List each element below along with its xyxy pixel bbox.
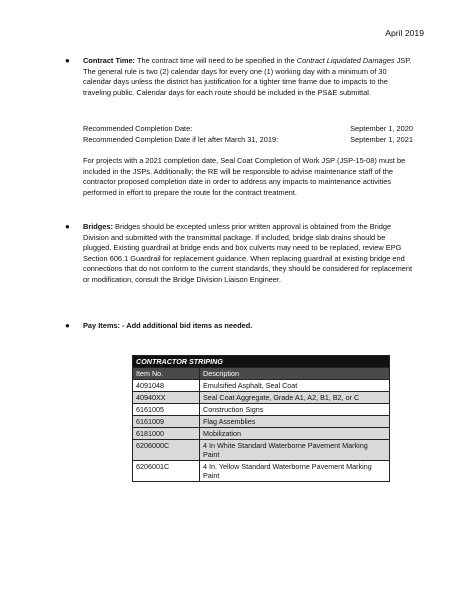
contract-time-text1: The contract time will need to be specified in the (135, 56, 297, 65)
pay-items-paragraph (83, 321, 413, 332)
table-row (133, 461, 390, 482)
item-number: 6161005 (133, 404, 200, 416)
item-number: 6181000 (133, 428, 200, 440)
table-header-row (133, 368, 390, 380)
item-description: 4 In. Yellow Standard Waterborne Pavement Marking Paint (200, 461, 390, 482)
bridges-heading: Bridges: (83, 222, 113, 231)
item-description: Emulsified Asphalt, Seal Coat (200, 380, 390, 392)
rec-date-late-value: September 1, 2021 (350, 134, 413, 144)
item-number: 6206000C (133, 440, 200, 461)
pay-items-heading: Pay Items: - Add additional bid items as needed. (83, 321, 253, 330)
table-row (133, 428, 390, 440)
item-description: Seal Coat Aggregate, Grade A1, A2, B1, B2, or C (200, 392, 390, 404)
item-description: Construction Signs (200, 404, 390, 416)
col-desc-header: Description (200, 368, 390, 380)
item-description: Flag Assemblies (200, 416, 390, 428)
table-row (133, 404, 390, 416)
contract-time-paragraph (83, 56, 413, 98)
recommended-dates (83, 124, 413, 145)
item-description: Mobilization (200, 428, 390, 440)
bridges-paragraph (83, 222, 413, 286)
bullet-bridges: ● (65, 222, 70, 231)
table-row (133, 392, 390, 404)
contract-time-jsp-name: Contract Liquidated Damages (296, 56, 395, 65)
item-number: 6206001C (133, 461, 200, 482)
contract-time-note: For projects with a 2021 completion date, Seal Coat Completion of Work JSP (JSP-15-08) must be included in the JSPs. Additionally; the RE will be responsible to advise maintenance staff of the contractor proposed completion date in order to address any impacts to maintenance activities performed in effort to prepare the route for the contract treatment. (83, 156, 406, 197)
header-date: April 2019 (385, 28, 424, 38)
item-number: 4091048 (133, 380, 200, 392)
rec-date-value: September 1, 2020 (350, 124, 413, 133)
rec-date-row (83, 124, 413, 135)
rec-date-late-label: Recommended Completion Date if let after March 31, 2019: (83, 134, 279, 144)
item-number: 6161009 (133, 416, 200, 428)
contract-time-text2: JSP. The general rule is two (2) calendar days for every one (1) working day with a minimum of 30 calendar days unless the district has justification for a tighter time frame due to impacts to the traveling public. Calendar days for each route should be included in the PS&E submittal. (83, 56, 412, 97)
bullet-contract-time: ● (65, 56, 70, 65)
contractor-striping-table (132, 355, 390, 482)
table-title-row (133, 356, 390, 368)
col-item-header: Item No. (133, 368, 200, 380)
rec-date-late-row (83, 135, 413, 146)
item-number: 40940XX (133, 392, 200, 404)
table-row (133, 416, 390, 428)
table-row (133, 440, 390, 461)
table-row (133, 380, 390, 392)
item-description: 4 In White Standard Waterborne Pavement Marking Paint (200, 440, 390, 461)
rec-date-label: Recommended Completion Date: (83, 124, 193, 133)
contract-time-heading: Contract Time: (83, 56, 136, 65)
bridges-text: Bridges should be excepted unless prior written approval is obtained from the Bridge Division and submitted with the transmittal package. If included, bridge slab drains should be plugged. Existing guardrail at bridge ends and box culverts may need to be replaced, review EPG Section 606.1 Guardrail for replacement guidance. When replacing guardrail at existing bridge end connections that do not conform to the current standards, they should be considered for replacement or modification, consult the Bridge Division Liaison Engineer. (83, 222, 413, 284)
table-title: CONTRACTOR STRIPING (133, 356, 390, 368)
bullet-pay-items: ● (65, 321, 70, 330)
